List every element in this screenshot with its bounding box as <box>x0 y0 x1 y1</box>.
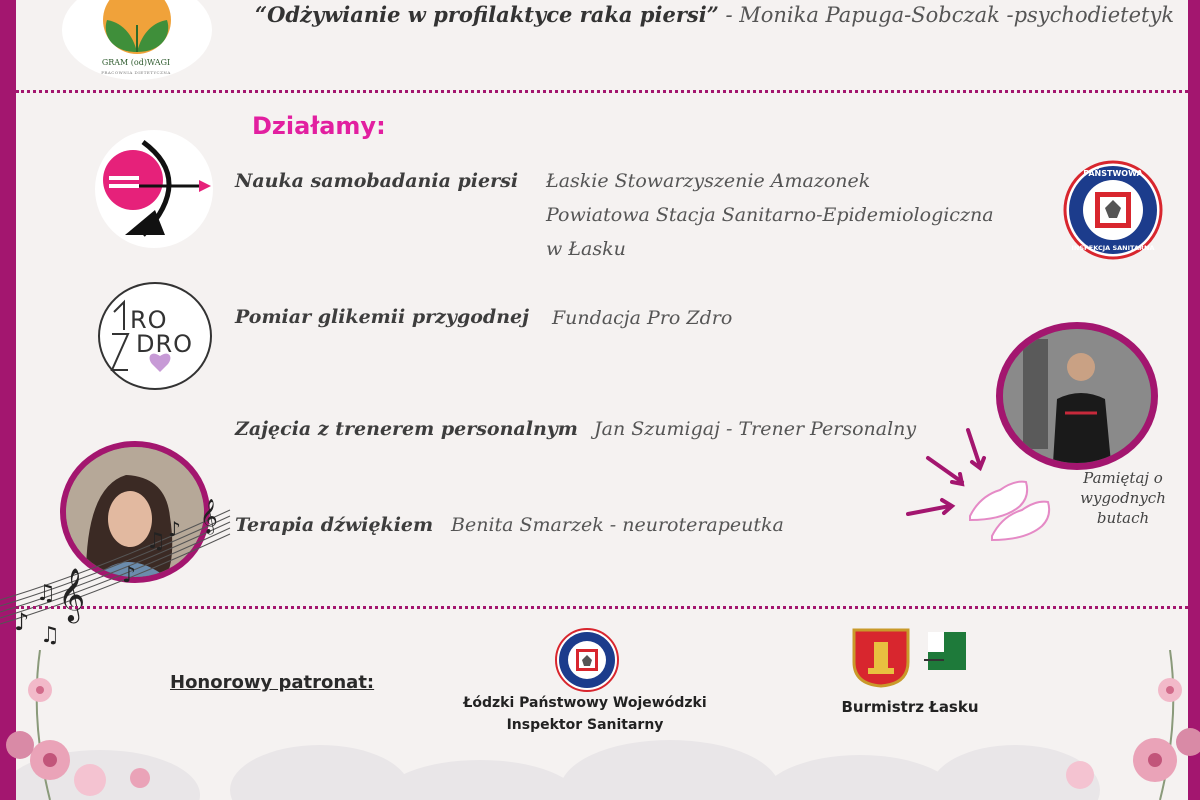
divider-top <box>16 90 1188 93</box>
talk-title: “Odżywianie w profilaktyce raka piersi” <box>255 2 719 27</box>
activity-org-line: Łaskie Stowarzyszenie Amazonek <box>546 170 871 192</box>
svg-text:♫: ♫ <box>146 529 166 554</box>
lask-coat-of-arms <box>852 628 910 688</box>
logo-name: GRAM (od)WAGI <box>101 58 171 67</box>
shoe-note: Pamiętaj o wygodnych butach <box>1080 469 1166 527</box>
lask-logo <box>924 630 970 690</box>
sanepid-footer-logo <box>555 628 619 692</box>
divider-bottom <box>16 606 1188 609</box>
flowers-left <box>0 650 190 800</box>
svg-text:♫: ♫ <box>36 581 56 606</box>
music-notes-decoration <box>0 490 240 650</box>
talk-title-line <box>255 2 1174 27</box>
svg-text:♫: ♫ <box>40 623 60 648</box>
burmistrz-label: Burmistrz Łasku <box>841 698 979 716</box>
sanepid-footer-line: Łódzki Państwowy Wojewódzki <box>463 695 707 711</box>
svg-text:𝄞: 𝄞 <box>58 567 86 621</box>
activity-org: Jan Szumigaj - Trener Personalny <box>594 418 917 440</box>
svg-text:♪: ♪ <box>14 608 30 636</box>
pro-zdro-logo-line1: RO <box>130 306 168 334</box>
flowers-right <box>1030 650 1200 800</box>
badge-top-text: PAŃSTWOWA <box>1083 169 1143 178</box>
logo-subtitle: PRACOWNIA DIETETYCZNA <box>101 70 171 75</box>
sanepid-badge <box>1063 160 1163 260</box>
svg-text:♪: ♪ <box>122 563 137 588</box>
activity-label: Pomiar glikemii przygodnej <box>235 306 529 328</box>
activity-label: Terapia dźwiękiem <box>235 514 434 536</box>
activity-org: Benita Smarzek - neuroterapeutka <box>451 514 784 536</box>
sanepid-footer-line: Inspektor Sanitarny <box>506 717 664 733</box>
activity-label: Zajęcia z trenerem personalnym <box>235 418 578 440</box>
pro-zdro-logo-line2: DRO <box>136 330 194 358</box>
pro-zdro-logo <box>98 282 212 390</box>
amazonki-logo <box>95 130 213 248</box>
svg-text:𝄞: 𝄞 <box>200 499 218 534</box>
svg-text:♪: ♪ <box>168 517 181 541</box>
gram-odwagi-logo <box>62 0 212 80</box>
activity-org-line: Powiatowa Stacja Sanitarno-Epidemiologiczna <box>546 204 994 226</box>
activity-label: Nauka samobadania piersi <box>235 170 519 192</box>
activity-org-line: w Łasku <box>546 238 626 260</box>
talk-speaker: - Monika Papuga-Sobczak -psychodietetyk <box>718 3 1175 27</box>
sanepid-footer-text <box>455 692 715 736</box>
activity-org <box>546 164 994 266</box>
badge-bottom-text: INSPEKCJA SANITARNA <box>1071 244 1155 252</box>
shoes-illustration <box>900 420 1070 550</box>
patronat-label: Honorowy patronat: <box>170 672 375 693</box>
section-heading: Działamy: <box>252 112 386 140</box>
activity-org: Fundacja Pro Zdro <box>552 307 733 329</box>
